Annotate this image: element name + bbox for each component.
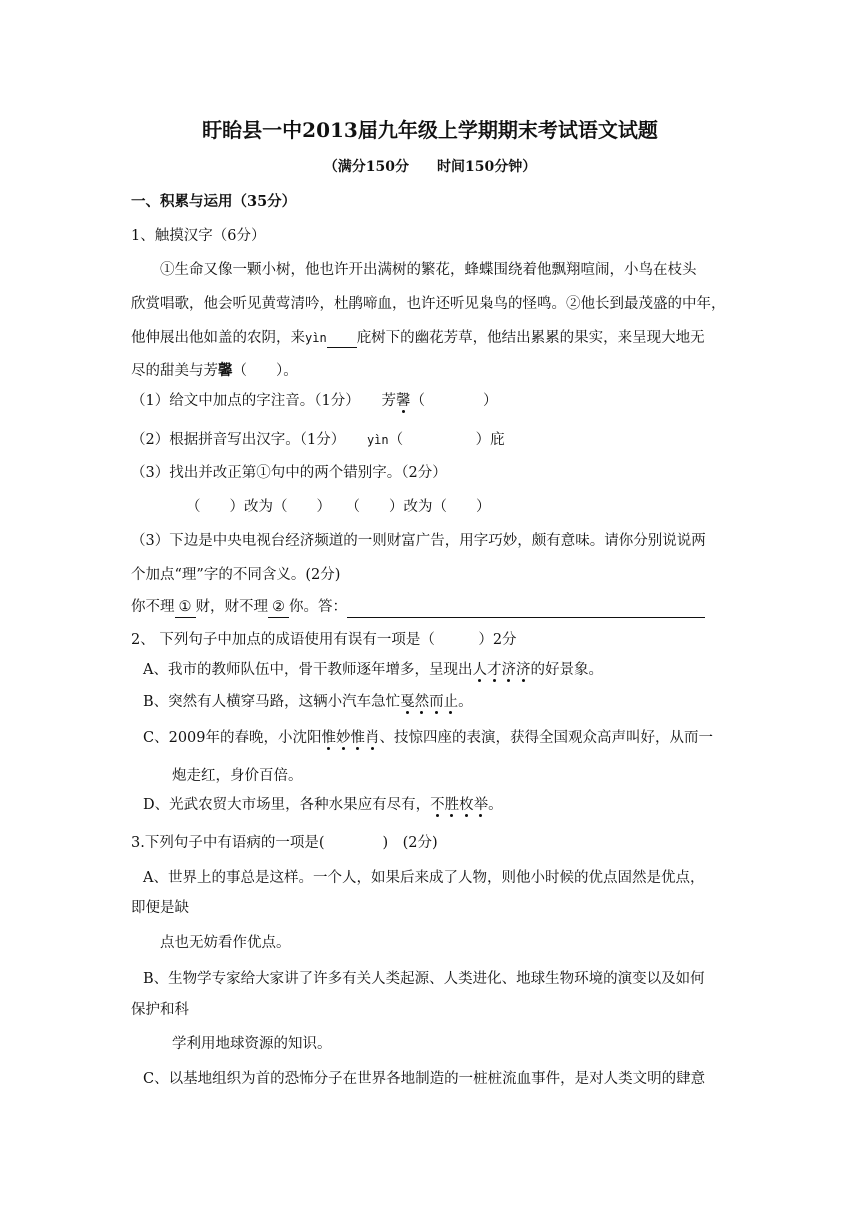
q1-sub2-answer-blank[interactable]: （ ）庇 xyxy=(388,432,505,448)
dotted-char-xin-2: 馨 xyxy=(395,393,411,409)
ad-answer-line[interactable] xyxy=(347,603,705,618)
q3-option-a-line-2: 即便是缺 xyxy=(131,900,189,916)
q3-option-c-line-1: C、以基地组织为首的恐怖分子在世界各地制造的一桩桩流血事件，是对人类文明的肆意 xyxy=(143,1071,706,1087)
q2-option-b-text: B、突然有人横穿马路，这辆小汽车急忙 xyxy=(143,694,401,710)
page-subtitle: （满分150分 时间150分钟） xyxy=(323,159,537,175)
q1-passage-line-4-start: 尽的甜美与芳 xyxy=(131,363,218,379)
q2-option-d-idiom: 不胜枚举 xyxy=(430,797,489,813)
q2-option-c xyxy=(143,728,713,748)
q1-heading: 1、触摸汉字（6分） xyxy=(131,228,266,244)
page-title: 盱眙县一中2013届九年级上学期期末考试语文试题 xyxy=(202,118,658,142)
q1-sub1-answer-blank[interactable]: （ ） xyxy=(410,393,498,409)
q2-option-a-idiom: 人才济济 xyxy=(472,662,531,678)
q1-sub3: （3）找出并改正第①句中的两个错别字。（2分） xyxy=(131,465,447,481)
q2-option-a xyxy=(143,660,603,680)
q2-option-c-end: 、技惊四座的表演，获得全国观众高声叫好，从而一 xyxy=(379,730,713,746)
q1-sub1-prompt: （1）给文中加点的字注音。（1分） 芳 xyxy=(131,393,396,409)
ad-text-3: 你。答： xyxy=(289,599,347,615)
q1-passage-line-2: 欣赏唱歌，他会听见黄莺清吟，杜鹃啼血，也许还听见枭鸟的怪鸣。②他长到最茂盛的中年， xyxy=(131,296,726,312)
q2-option-d-text: D、光武农贸大市场里，各种水果应有尽有， xyxy=(143,797,431,813)
q2-option-c-idiom: 惟妙惟肖 xyxy=(321,730,380,746)
q3-option-b-line-2: 保护和科 xyxy=(131,1002,189,1018)
q3-option-b-line-3: 学利用地球资源的知识。 xyxy=(172,1036,332,1052)
q2-option-d xyxy=(143,795,503,815)
q2-option-a-text: A、我市的教师队伍中，骨干教师逐年增多，呈现出 xyxy=(143,662,473,678)
q3-option-a-line-3: 点也无妨看作优点。 xyxy=(160,935,291,951)
q3-heading: 3.下列句子中有语病的一项是( ) (2分) xyxy=(131,835,438,851)
ad-text-1: 你不理 xyxy=(131,599,175,615)
q1-ad-slogan xyxy=(131,597,705,618)
section-heading: 一、积累与运用（35分） xyxy=(131,193,297,210)
q1-passage-line-4-end: （ ）。 xyxy=(232,363,298,379)
q2-option-b xyxy=(143,692,473,712)
dotted-char-xin: 馨 xyxy=(218,362,233,379)
q1-passage-line-3-start: 他伸展出他如盖的农阴，来 xyxy=(131,330,305,346)
ad-mark-1: ① xyxy=(175,597,196,618)
ad-text-2: 财，财不理 xyxy=(195,599,268,615)
pinyin-yin-2: yìn xyxy=(366,433,389,447)
q2-option-d-end: 。 xyxy=(488,797,503,813)
q2-heading: 2、 下列句子中加点的成语使用有误有一项是（ ）2分 xyxy=(131,632,517,648)
q3-option-b-line-1: B、生物学专家给大家讲了许多有关人类起源、人类进化、地球生物环境的演变以及如何 xyxy=(143,971,705,987)
q1-passage-line-3 xyxy=(131,328,705,348)
q2-option-c-line-2: 炮走红，身价百倍。 xyxy=(172,768,303,784)
q2-option-a-end: 的好景象。 xyxy=(530,662,603,678)
q1-passage-line-1: ①生命又像一颗小树，他也许开出满树的繁花，蜂蝶围绕着他飘翔喧闹，小鸟在枝头 xyxy=(160,262,697,278)
ad-mark-2: ② xyxy=(268,597,289,618)
q2-option-b-idiom: 戛然而止 xyxy=(400,694,459,710)
pinyin-yin: yìn xyxy=(305,331,327,345)
q1-sub2-prompt: （2）根据拼音写出汉字。（1分） xyxy=(131,432,367,448)
q1-sub2 xyxy=(131,430,505,450)
q1-passage-line-3-end: 庇树下的幽花芳草，他结出累累的果实，来呈现大地无 xyxy=(356,330,705,346)
pinyin-blank[interactable] xyxy=(327,333,357,348)
q1-sub3-blanks[interactable]: （ ）改为（ ） （ ）改为（ ） xyxy=(186,499,491,515)
q2-option-b-end: 。 xyxy=(458,694,473,710)
q1-sub1 xyxy=(131,391,497,411)
q1-sub4-line-1: （3）下边是中央电视台经济频道的一则财富广告，用字巧妙，颇有意味。请你分别说说两 xyxy=(131,533,706,549)
q3-option-a-line-1: A、世界上的事总是这样。一个人，如果后来成了人物，则他小时候的优点固然是优点， xyxy=(143,870,705,886)
q1-sub4-line-2: 个加点“理”字的不同含义。(2分) xyxy=(131,567,341,583)
q1-passage-line-4 xyxy=(131,361,298,381)
q2-option-c-text: C、2009年的春晚，小沈阳 xyxy=(143,730,322,746)
